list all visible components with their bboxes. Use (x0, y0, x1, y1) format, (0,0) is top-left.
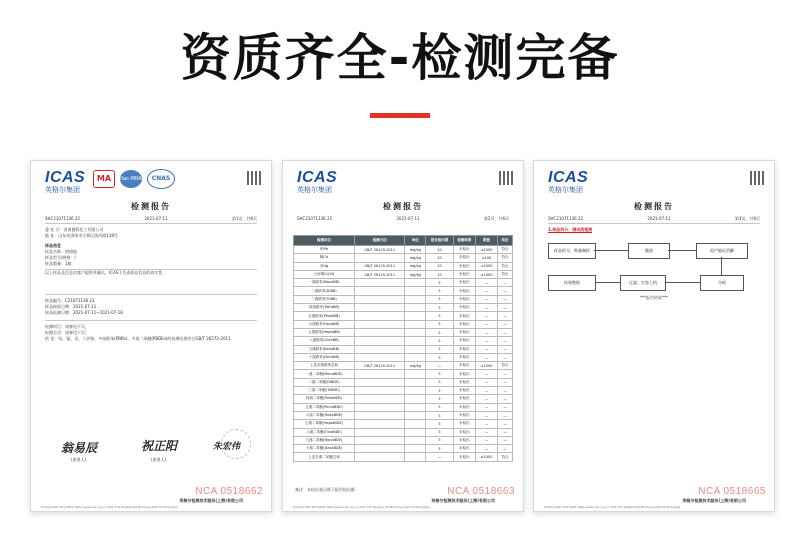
table-cell: 未检出 (453, 270, 475, 278)
table-cell: — (476, 345, 498, 353)
table-cell: 未检出 (453, 304, 475, 312)
table-cell: mg/kg (405, 254, 426, 262)
table-cell: — (498, 304, 513, 312)
table-cell: — (498, 445, 513, 453)
table-cell: 5 (426, 436, 453, 444)
icas-logo (45, 169, 85, 195)
table-cell: — (498, 295, 513, 303)
table-row (294, 353, 513, 361)
qr-code-icon (247, 171, 261, 185)
table-cell (405, 387, 426, 395)
report-heading: 检测报告 (383, 202, 423, 211)
table-cell (405, 279, 426, 287)
table-cell: 5 (426, 295, 453, 303)
table-cell (405, 295, 426, 303)
table-cell: — (426, 362, 453, 370)
table-cell (405, 353, 426, 361)
table-cell: — (476, 337, 498, 345)
table-header-cell: 检测项目 (294, 236, 355, 246)
table-row (294, 270, 513, 278)
table-row (294, 287, 513, 295)
report-date: 2021-07-11 (647, 216, 671, 221)
icas-logo (297, 169, 337, 195)
table-row (294, 395, 513, 403)
table-row (294, 295, 513, 303)
table-cell: ≤1000 (476, 362, 498, 370)
table-cell: 5 (426, 411, 453, 419)
table-cell: GB/T 26125-2011 (355, 362, 405, 370)
results-table (293, 235, 513, 462)
table-row (294, 246, 513, 254)
report-heading: 检测报告 (634, 202, 674, 211)
table-cell: 5 (426, 279, 453, 287)
report-end-mark: ***报告结束*** (640, 295, 668, 300)
table-cell: 三溴联苯(TriBB) (294, 295, 355, 303)
table-cell: — (498, 353, 513, 361)
table-cell: 上述多溴二苯醚总和 (294, 453, 355, 461)
table-cell (355, 328, 405, 336)
table-row (294, 262, 513, 270)
table-cell: 未检出 (453, 411, 475, 419)
table-header-cell: 单位 (405, 236, 426, 246)
table-cell (355, 345, 405, 353)
table-cell (405, 328, 426, 336)
table-cell: 镉Cd (294, 254, 355, 262)
body-line: 样品信息 (45, 243, 61, 248)
page-number: 第3页，共6页 (734, 216, 760, 221)
table-row (294, 362, 513, 370)
body-line: 样品接收日期：2021-07-11 (45, 304, 97, 309)
table-cell: 未检出 (453, 420, 475, 428)
report-body (45, 223, 257, 342)
flow-step: 微波 (628, 243, 670, 259)
table-row (294, 279, 513, 287)
table-cell: 五溴二苯醚(PentaBDE) (294, 403, 355, 411)
table-cell: ≤1000 (476, 262, 498, 270)
table-cell: 5 (426, 370, 453, 378)
table-cell (405, 345, 426, 353)
table-cell (355, 453, 405, 461)
table-cell (355, 403, 405, 411)
table-cell: 十溴联苯(DecaBB) (294, 353, 355, 361)
table-cell: 未检出 (453, 436, 475, 444)
body-line: 样品型号/规格：/ (45, 255, 76, 260)
table-cell: — (476, 395, 498, 403)
table-cell (405, 445, 426, 453)
flow-arrow (594, 282, 620, 283)
table-cell: 未检出 (453, 262, 475, 270)
table-row (294, 403, 513, 411)
table-cell: mg/kg (405, 262, 426, 270)
table-cell: — (476, 304, 498, 312)
table-cell: 四溴二苯醚(TetraBDE) (294, 395, 355, 403)
table-cell: 5 (426, 312, 453, 320)
table-note: 备注：未检出表示低于报告检出限 (295, 487, 355, 492)
table-cell: 未检出 (453, 403, 475, 411)
flow-step: 结果数据 (548, 275, 596, 291)
table-cell: 10 (426, 246, 453, 254)
report-page-2 (282, 160, 524, 512)
table-cell: 5 (426, 345, 453, 353)
footer-text: Hotline:400 102 6601 Web:www.icas.org.cn Add:715 Pingbei Rd,Minhang District,Shanghai (41, 505, 178, 509)
report-meta (548, 216, 760, 222)
table-cell (355, 287, 405, 295)
table-cell: — (498, 320, 513, 328)
table-cell (405, 403, 426, 411)
table-cell: 未检出 (453, 345, 475, 353)
table-cell: — (476, 428, 498, 436)
table-cell: ≤1000 (476, 246, 498, 254)
table-row (294, 304, 513, 312)
logo-subtext: 英格尔集团 (45, 186, 80, 194)
flow-step: 分析 (700, 275, 744, 291)
table-cell (355, 411, 405, 419)
logo-subtext: 英格尔集团 (297, 186, 332, 194)
logo-text: ICAS (548, 169, 589, 186)
table-cell: 八溴联苯(OctaBB) (294, 337, 355, 345)
flow-step: 过滤、定容上机 (620, 275, 666, 291)
table-cell: 符合 (498, 246, 513, 254)
table-row (294, 370, 513, 378)
table-cell: — (476, 420, 498, 428)
table-cell: 一溴联苯(MonoBB) (294, 279, 355, 287)
table-cell: GB/T 26125-2011 (355, 270, 405, 278)
table-cell: 七溴联苯(HeptaBB) (294, 328, 355, 336)
table-cell (355, 370, 405, 378)
page-number: 第1页，共6页 (231, 216, 257, 221)
table-cell: 未检出 (453, 287, 475, 295)
table-cell: — (498, 403, 513, 411)
report-number: SHC21071136 22 (297, 216, 333, 221)
table-cell: 5 (426, 304, 453, 312)
table-row (294, 378, 513, 386)
table-cell: — (476, 436, 498, 444)
table-cell: — (498, 328, 513, 336)
table-cell: 符合 (498, 262, 513, 270)
table-cell: — (476, 353, 498, 361)
table-cell: — (476, 295, 498, 303)
table-cell (405, 320, 426, 328)
page-title: 资质齐全-检测完备 (180, 29, 620, 87)
table-row (294, 328, 513, 336)
table-cell: — (476, 387, 498, 395)
table-cell: — (476, 403, 498, 411)
table-cell: 十溴二苯醚(DecaBDE) (294, 445, 355, 453)
table-cell: — (476, 320, 498, 328)
table-cell: 六溴二苯醚(HexaBDE) (294, 411, 355, 419)
table-cell (405, 453, 426, 461)
nca-number: NCA 0518663 (447, 486, 515, 497)
table-cell (355, 420, 405, 428)
table-cell: — (498, 387, 513, 395)
table-cell: 10 (426, 270, 453, 278)
table-cell: 未检出 (453, 337, 475, 345)
table-cell: — (476, 328, 498, 336)
report-date: 2021-07-11 (144, 216, 168, 221)
cnas-mark: CNAS (147, 169, 175, 189)
table-cell (405, 312, 426, 320)
table-cell: 汞Hg (294, 262, 355, 270)
table-cell: 六价铬Cr(VI) (294, 270, 355, 278)
table-cell: 未检出 (453, 395, 475, 403)
flow-arrow (721, 257, 722, 275)
flow-arrow (668, 250, 696, 251)
table-cell: 5 (426, 403, 453, 411)
table-cell: — (498, 428, 513, 436)
table-cell: 未检出 (453, 445, 475, 453)
table-cell: — (476, 411, 498, 419)
table-cell (355, 279, 405, 287)
table-cell: 上述多溴联苯总和 (294, 362, 355, 370)
table-cell (355, 378, 405, 386)
table-cell: 九溴二苯醚(NonaBDE) (294, 436, 355, 444)
table-cell: mg/kg (405, 246, 426, 254)
title-underline (370, 113, 430, 118)
table-header-cell: 检测方法 (355, 236, 405, 246)
body-line: 结 论：铅、镉、汞、六价铬、多溴联苯(PBBs)、多溴二苯醚(PBDEs)的检测结果符合GB/T 26572-2011 (45, 336, 231, 341)
table-cell (355, 295, 405, 303)
table-row (294, 428, 513, 436)
table-cell (405, 420, 426, 428)
organization-name: 英格尔检测技术服务(上海)有限公司 (682, 498, 746, 503)
body-line: 以上样品及信息由客户提供并确认，ICAS不负责样品信息的真实性。 (45, 270, 167, 275)
signature-2-caption: (批准人) (151, 457, 167, 462)
table-row (294, 320, 513, 328)
table-row (294, 453, 513, 461)
report-number: SHC21071136 22 (548, 216, 584, 221)
report-heading: 检测报告 (131, 202, 171, 211)
body-line: 检测项目：请参见下页。 (45, 324, 89, 329)
footer-text: Hotline:400 102 6601 Web:www.icas.org.cn Add:715 Pingbei Rd,Minhang District,Shanghai (293, 505, 430, 509)
logo-text: ICAS (45, 169, 86, 186)
flowchart-title: 1.样品拆分、测试流程图 (548, 227, 593, 232)
table-cell: 未检出 (453, 362, 475, 370)
table-cell: 二溴二苯醚(DiBDE) (294, 378, 355, 386)
signature-3: 朱宏伟 (213, 442, 241, 452)
table-cell: 5 (426, 378, 453, 386)
table-cell: 5 (426, 428, 453, 436)
table-header-cell: 限值 (476, 236, 498, 246)
table-cell: — (476, 287, 498, 295)
table-cell: — (498, 378, 513, 386)
body-line: 委 托 方：济南德彩化工有限公司 (45, 227, 104, 232)
table-cell: 八溴二苯醚(OctaBDE) (294, 428, 355, 436)
footer-text: Hotline:400 102 6601 Web:www.icas.org.cn Add:715 Pingbei Rd,Minhang District,Shanghai (544, 505, 681, 509)
ilac-mark: ilac-MRA (120, 170, 142, 188)
table-cell: 5 (426, 420, 453, 428)
table-cell: — (476, 370, 498, 378)
table-cell (355, 387, 405, 395)
table-cell: 5 (426, 328, 453, 336)
table-cell: 5 (426, 395, 453, 403)
table-cell (405, 411, 426, 419)
seal-stamp (221, 429, 251, 459)
table-cell (355, 337, 405, 345)
table-cell: 未检出 (453, 246, 475, 254)
body-line: 样品检测日期：2021-07-11~2021-07-18 (45, 310, 123, 315)
table-cell: 5 (426, 337, 453, 345)
table-cell: 未检出 (453, 328, 475, 336)
icas-logo (548, 169, 588, 195)
nca-number: NCA 0518662 (195, 486, 263, 497)
page-number: 第2页，共6页 (483, 216, 509, 221)
table-cell: ≤1000 (476, 453, 498, 461)
table-cell: — (498, 395, 513, 403)
report-page-3 (533, 160, 775, 512)
signature-1: 翁易辰 (61, 441, 98, 455)
section-divider (548, 223, 760, 224)
report-meta (297, 216, 509, 222)
table-cell: 5 (426, 445, 453, 453)
table-cell: 10 (426, 254, 453, 262)
table-cell: 五溴联苯(PentaBB) (294, 312, 355, 320)
table-cell (405, 378, 426, 386)
table-cell: 未检出 (453, 279, 475, 287)
table-cell: 10 (426, 262, 453, 270)
table-cell: — (426, 453, 453, 461)
logo-subtext: 英格尔集团 (548, 186, 583, 194)
table-cell (355, 254, 405, 262)
flow-step: 原产地证消解 (696, 243, 748, 259)
table-cell (355, 445, 405, 453)
table-cell (405, 428, 426, 436)
table-cell (405, 287, 426, 295)
table-cell (355, 312, 405, 320)
table-cell: 符合 (498, 254, 513, 262)
table-cell: 符合 (498, 270, 513, 278)
table-cell: — (498, 312, 513, 320)
table-cell: 符合 (498, 453, 513, 461)
table-cell: 四溴联苯(TetraBB) (294, 304, 355, 312)
table-cell (355, 428, 405, 436)
report-number: SHC21071136 22 (45, 216, 81, 221)
table-cell: GB/T 26125-2011 (355, 246, 405, 254)
table-cell: 一溴二苯醚(MonoBDE) (294, 370, 355, 378)
table-cell (355, 320, 405, 328)
table-cell: 未检出 (453, 254, 475, 262)
report-meta (45, 216, 257, 222)
table-cell (355, 304, 405, 312)
table-cell: — (498, 420, 513, 428)
qr-code-icon (499, 171, 513, 185)
table-cell: 二溴联苯(DiBB) (294, 287, 355, 295)
table-cell: ≤100 (476, 254, 498, 262)
table-cell: 三溴二苯醚(TriBDE) (294, 387, 355, 395)
cma-mark: MA (93, 170, 115, 188)
table-row (294, 345, 513, 353)
flow-arrow (594, 250, 628, 251)
table-cell: 未检出 (453, 370, 475, 378)
table-cell: 符合 (498, 362, 513, 370)
organization-name: 英格尔检测技术服务(上海)有限公司 (179, 498, 243, 503)
nca-number: NCA 0518665 (698, 486, 766, 497)
table-cell: 七溴二苯醚(HeptaBDE) (294, 420, 355, 428)
table-header-cell: 报告检出限 (426, 236, 453, 246)
table-cell: 九溴联苯(NonaBB) (294, 345, 355, 353)
table-cell: 未检出 (453, 453, 475, 461)
organization-name: 英格尔检测技术服务(上海)有限公司 (431, 498, 495, 503)
table-cell (355, 353, 405, 361)
table-row (294, 411, 513, 419)
signature-2: 祝正阳 (141, 439, 178, 453)
table-cell: ≤1000 (476, 270, 498, 278)
table-cell: 未检出 (453, 320, 475, 328)
table-cell: 未检出 (453, 378, 475, 386)
table-cell: 铅Pb (294, 246, 355, 254)
body-line: 样品名称：热熔胶 (45, 249, 77, 254)
body-line: 检测方法：请参见下页。 (45, 330, 89, 335)
table-row (294, 436, 513, 444)
table-cell: — (476, 279, 498, 287)
table-row (294, 445, 513, 453)
signature-1-caption: (批准人) (71, 457, 87, 462)
table-row (294, 254, 513, 262)
table-cell: — (498, 411, 513, 419)
table-cell: 未检出 (453, 312, 475, 320)
table-cell: 5 (426, 353, 453, 361)
table-row (294, 312, 513, 320)
logo-text: ICAS (297, 169, 338, 186)
table-header-cell: 检测结果 (453, 236, 475, 246)
table-cell (405, 395, 426, 403)
flow-arrow (664, 282, 700, 283)
table-cell: mg/kg (405, 270, 426, 278)
table-cell: 六溴联苯(HexaBB) (294, 320, 355, 328)
table-cell (405, 337, 426, 345)
table-row (294, 337, 513, 345)
table-cell: — (476, 378, 498, 386)
table-cell: GB/T 26125-2011 (355, 262, 405, 270)
table-cell (405, 370, 426, 378)
table-cell: — (476, 445, 498, 453)
table-cell (355, 436, 405, 444)
table-cell: — (498, 345, 513, 353)
body-line: 样品编号：C21071136 22 (45, 298, 95, 303)
body-line: 样品数量：1箱 (45, 261, 72, 266)
table-row (294, 420, 513, 428)
body-line: 地 址：山东省济南市天桥区滨河路138号 (45, 233, 118, 238)
table-cell: 5 (426, 387, 453, 395)
table-cell: mg/kg (405, 362, 426, 370)
table-cell: — (498, 370, 513, 378)
table-row (294, 387, 513, 395)
report-date: 2021-07-11 (396, 216, 420, 221)
flow-step: 样品拆分、称量制样 (548, 243, 596, 259)
table-cell (405, 436, 426, 444)
table-cell (405, 304, 426, 312)
table-cell: 未检出 (453, 353, 475, 361)
table-cell: 未检出 (453, 387, 475, 395)
table-header-cell: 结论 (498, 236, 513, 246)
table-cell: 5 (426, 287, 453, 295)
table-cell: — (498, 436, 513, 444)
qr-code-icon (750, 171, 764, 185)
table-cell: — (498, 287, 513, 295)
table-cell: 未检出 (453, 428, 475, 436)
table-cell: 5 (426, 320, 453, 328)
table-cell: — (476, 312, 498, 320)
table-cell: — (498, 337, 513, 345)
report-page-1 (30, 160, 272, 512)
cert-marks (93, 169, 175, 189)
table-cell: 未检出 (453, 295, 475, 303)
table-cell (355, 395, 405, 403)
table-cell: — (498, 279, 513, 287)
